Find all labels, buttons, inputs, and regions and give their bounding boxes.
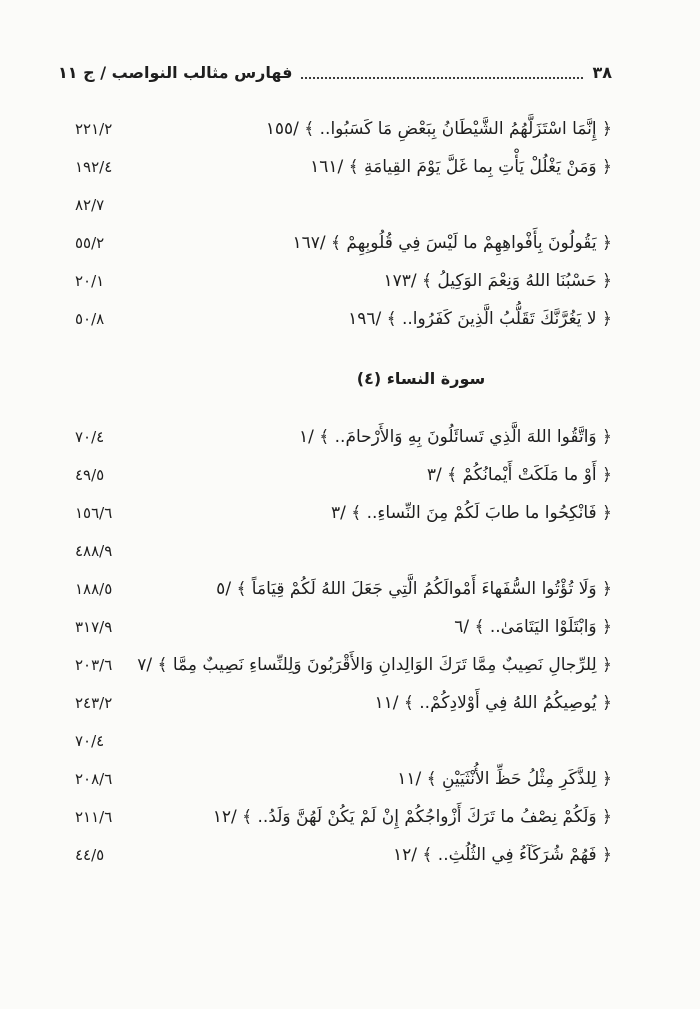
index-entry-row — [58, 456, 612, 494]
index-entry-row — [58, 148, 612, 186]
verse-text: ﴿ وَابْتَلَوْا اليَتَامَىٰ.. ﴾ /٦ — [454, 617, 612, 637]
verse-text: ﴿ لِلرِّجالِ نَصِيبٌ مِمَّا تَرَكَ الوَالِدانِ وَالأَقْرَبُونَ وَلِلنِّساءِ نَصِيبٌ مِمَّا ﴾ /٧ — [137, 655, 612, 675]
index-entry-row — [58, 608, 612, 646]
verse-text: ﴿ أَوْ ما مَلَكَتْ أَيْمانُكُمْ ﴾ /٣ — [426, 465, 612, 485]
page-ref: ٥٥/٢ — [75, 234, 105, 252]
verse-text: ﴿ فَانْكِحُوا ما طابَ لَكُمْ مِنَ النِّساءِ.. ﴾ /٣ — [330, 503, 612, 523]
page-ref: ٣١٧/٩ — [75, 618, 113, 636]
page-ref: ٢٠/١ — [75, 272, 105, 290]
page-ref: ١٨٨/٥ — [75, 580, 113, 598]
index-entry-row — [58, 798, 612, 836]
section-heading: سورة النساء (٤) — [356, 369, 486, 388]
page-ref: ٥٠/٨ — [75, 310, 105, 328]
page-ref: ٢٠٣/٦ — [75, 656, 113, 674]
index-entry-row — [58, 262, 612, 300]
index-entry-row — [58, 836, 612, 874]
entries — [58, 110, 612, 874]
verse-text: ﴿ يَقُولُونَ بِأَفْواهِهِمْ ما لَيْسَ فِي قُلُوبِهِمْ ﴾ /١٦٧ — [292, 233, 612, 253]
verse-text: ﴿ فَهُمْ شُرَكَآءُ فِي الثُلُثِ.. ﴾ /١٢ — [393, 845, 612, 865]
page-ref: ١٩٢/٤ — [75, 158, 113, 176]
page-ref: ٢٤٣/٢ — [75, 694, 113, 712]
page-number: ٣٨ — [592, 63, 612, 83]
page-ref: ٢٢١/٢ — [75, 120, 113, 138]
index-entry-row — [58, 186, 612, 224]
index-entry-row — [58, 570, 612, 608]
page-ref: ٤٩/٥ — [75, 466, 105, 484]
verse-text: ﴿ يُوصِيكُمُ اللهُ فِي أَوْلادِكُمْ.. ﴾ /١١ — [374, 693, 612, 713]
verse-text: ﴿ لِلذَّكَرِ مِثْلُ حَظِّ الأُنْثَيَيْنِ ﴾ /١١ — [397, 769, 612, 789]
page-ref: ٨٢/٧ — [75, 196, 105, 214]
page-ref: ٢٠٨/٦ — [75, 770, 113, 788]
index-entry-row — [58, 722, 612, 760]
index-entry-row — [58, 224, 612, 262]
page-ref: ٤٤/٥ — [75, 846, 105, 864]
verse-text: ﴿ لا يَغُرَّنَّكَ تَقَلُّبُ الَّذِينَ كَفَرُوا.. ﴾ /١٩٦ — [348, 309, 612, 329]
verse-text: ﴿ حَسْبُنَا اللهُ وَنِعْمَ الوَكِيلُ ﴾ /١٧٣ — [383, 271, 612, 291]
index-entry-row — [58, 418, 612, 456]
dot-leader — [301, 77, 583, 79]
verse-text: ﴿ إِنَّمَا اسْتَزَلَّهُمُ الشَّيْطَانُ بِبَعْضِ مَا كَسَبُوا.. ﴾ /١٥٥ — [265, 119, 612, 139]
verse-text: ﴿ وَلَا تُؤْتُوا السُّفَهاءَ أَمْوالَكُمُ الَّتِي جَعَلَ اللهُ لَكُمْ قِيَامَاً ﴾ /٥ — [216, 579, 612, 599]
index-entry-row — [58, 684, 612, 722]
verse-text: ﴿ وَمَنْ يَغْلُلْ يَأْتِ بِما غَلَّ يَوْمَ القِيامَةِ ﴾ /١٦١ — [310, 157, 612, 177]
index-entry-row — [58, 110, 612, 148]
index-entry-row — [58, 760, 612, 798]
page-ref: ٤٨٨/٩ — [75, 542, 113, 560]
page-ref: ٧٠/٤ — [75, 732, 105, 750]
index-entry-row — [58, 300, 612, 338]
page-ref: ٧٠/٤ — [75, 428, 105, 446]
verse-text: ﴿ وَاتَّقُوا اللهَ الَّذِي تَسائَلُونَ بِهِ وَالأَرْحامَ.. ﴾ /١ — [299, 427, 612, 447]
index-entry-row — [58, 494, 612, 532]
page-ref: ٢١١/٦ — [75, 808, 113, 826]
running-header — [58, 56, 612, 84]
running-header-title: فهارس مثالب النواصب / ج ١١ — [58, 63, 293, 83]
index-entry-row — [58, 532, 612, 570]
verse-text: ﴿ وَلَكُمْ نِصْفُ ما تَرَكَ أَزْواجُكُمْ إِنْ لَمْ يَكُنْ لَهُنَّ وَلَدُ.. ﴾ /١٢ — [212, 807, 612, 827]
index-entry-row — [58, 646, 612, 684]
page-ref: ١٥٦/٦ — [75, 504, 113, 522]
